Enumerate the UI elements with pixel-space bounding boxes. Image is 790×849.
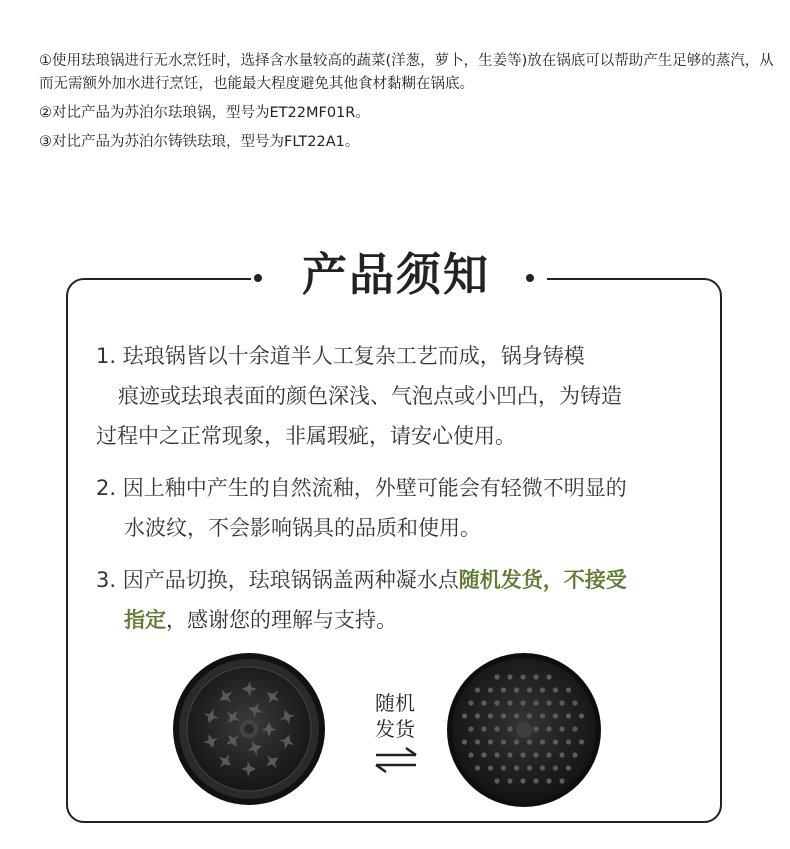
section-title: 产品须知 (301, 248, 490, 301)
title-dot-left (254, 274, 262, 282)
star-pattern-lid-icon (172, 652, 326, 806)
notice-item-1 (96, 336, 716, 456)
footnotes (39, 50, 779, 154)
notice-item-2 (96, 468, 716, 548)
random-ship-line-2: 发货 (375, 717, 415, 741)
notice-1-line-2: 痕迹或珐琅表面的颜色深浅、气泡点或小凹凸，为铸造 (118, 384, 622, 408)
dot-pattern-lid-icon (446, 652, 602, 808)
random-ship-label (363, 690, 427, 742)
notice-3-line-1 (96, 560, 716, 600)
notice-1-line-3: 过程中之正常现象，非属瑕疵，请安心使用。 (96, 424, 516, 448)
notice-item-3 (96, 560, 716, 640)
notice-3-line-2 (96, 600, 716, 640)
notice-2-line-1: 2. 因上釉中产生的自然流釉，外壁可能会有轻微不明显的 (96, 476, 627, 500)
notice-2-line-2: 水波纹，不会影响锅具的品质和使用。 (124, 516, 481, 540)
notice-3-text: 3. 因产品切换，珐琅锅锅盖两种凝水点 (96, 568, 459, 592)
notice-list (96, 336, 716, 640)
notice-3-highlight: 随机发货，不接受 (458, 568, 627, 592)
swap-arrows-icon (372, 746, 420, 778)
title-dot-right (526, 274, 534, 282)
notice-3-text-2: ，感谢您的理解与支持。 (166, 608, 397, 632)
footnote-1: ①使用珐琅锅进行无水烹饪时，选择含水量较高的蔬菜(洋葱，萝卜，生姜等)放在锅底可以帮助产生足够的蒸汽，从而无需额外加水进行烹饪，也能最大程度避免其他食材黏糊在锅底。 (39, 53, 774, 92)
random-ship-line-1: 随机 (375, 691, 415, 715)
footnote-2: ②对比产品为苏泊尔珐琅锅，型号为ET22MF01R。 (39, 105, 370, 121)
notice-1-line-1: 1. 珐琅锅皆以十余道半人工复杂工艺而成，锅身铸模 (96, 344, 585, 368)
notice-3-highlight-2: 指定 (124, 608, 166, 632)
footnote-3: ③对比产品为苏泊尔铸铁珐琅，型号为FLT22A1。 (39, 134, 360, 150)
